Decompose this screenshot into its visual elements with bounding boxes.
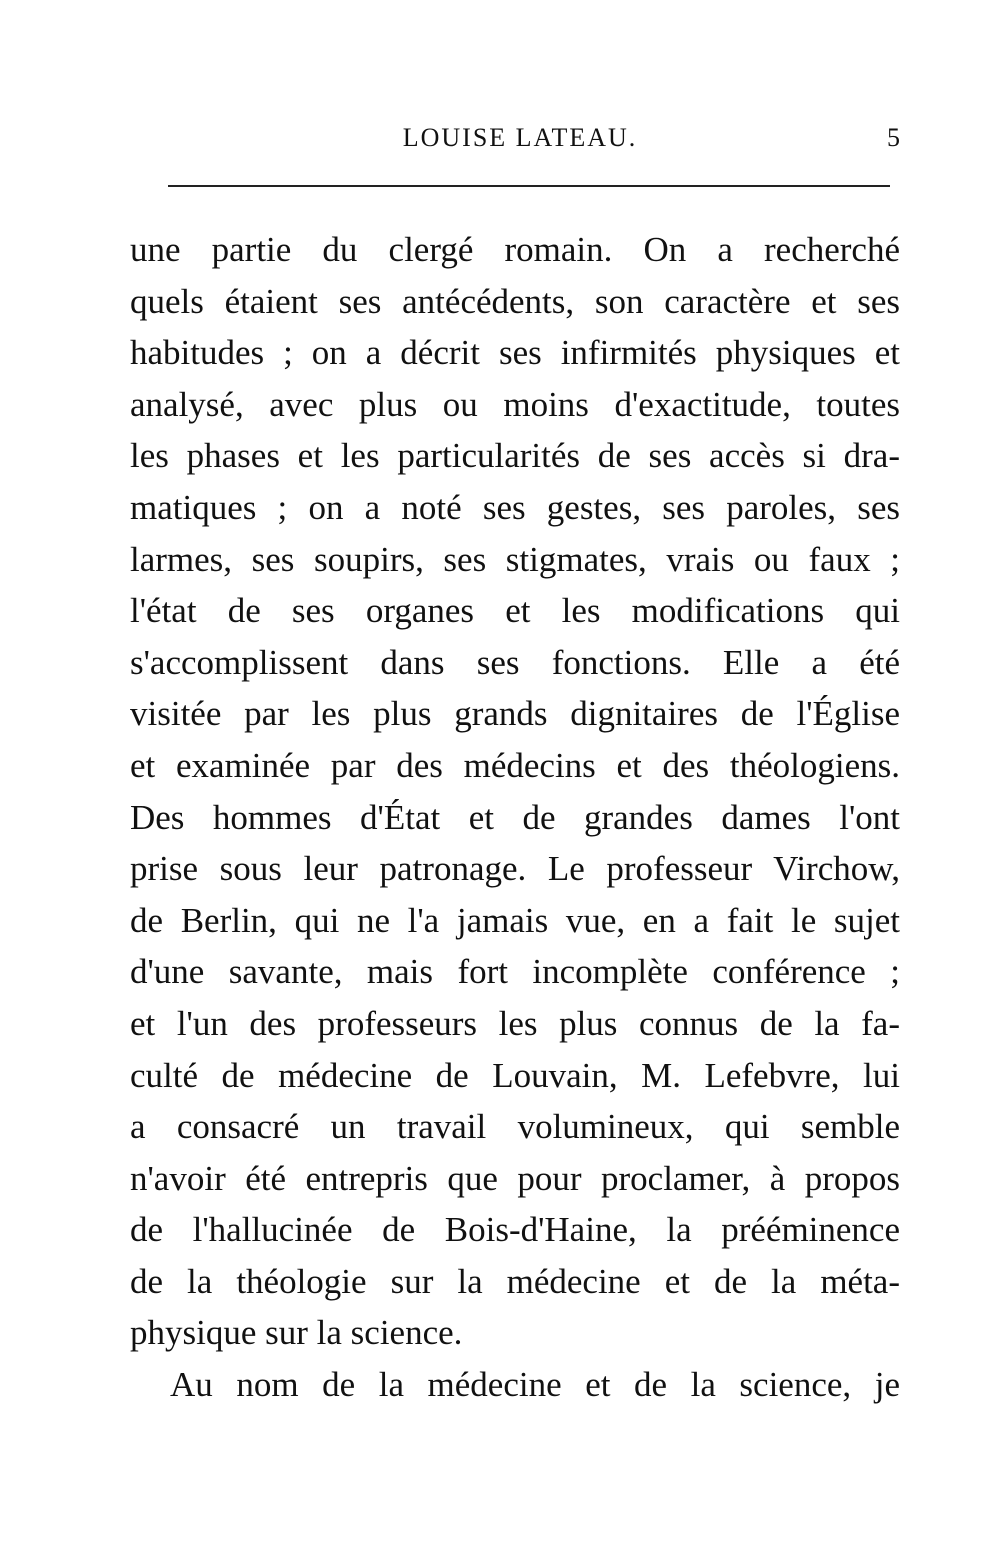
text-line: d'une savante, mais fort incomplète conférence ; (130, 952, 900, 992)
text-line: une partie du clergé romain. On a recherché (130, 230, 900, 269)
text-line: Des hommes d'État et de grandes dames l'ont (130, 797, 900, 837)
text-line: de la théologie sur la médecine et de la méta- (130, 1261, 900, 1301)
text-line: de Berlin, qui ne l'a jamais vue, en a fait le sujet (130, 900, 900, 940)
header-rule (168, 185, 890, 187)
paragraph-start-line: Au nom de la médecine et de la science, je (170, 1365, 900, 1405)
body-text (130, 224, 900, 1411)
text-line: de l'hallucinée de Bois-d'Haine, la prééminence (130, 1210, 900, 1250)
text-line: s'accomplissent dans ses fonctions. Elle a été (130, 642, 900, 682)
text-line: et examinée par des médecins et des théologiens. (130, 745, 900, 785)
text-line: analysé, avec plus ou moins d'exactitude, toutes (130, 384, 900, 424)
text-line: et l'un des professeurs les plus connus de la fa- (130, 1003, 900, 1043)
text-line: visitée par les plus grands dignitaires de l'Église (130, 694, 900, 734)
running-head (140, 118, 900, 158)
text-line: a consacré un travail volumineux, qui semble (130, 1107, 900, 1147)
running-title: LOUISE LATEAU. (402, 123, 638, 152)
paragraph-end-line: physique sur la science. (130, 1313, 463, 1353)
page-number: 5 (887, 123, 900, 152)
text-line: larmes, ses soupirs, ses stigmates, vrais ou faux ; (130, 539, 900, 579)
text-line: quels étaient ses antécédents, son caractère et ses (130, 281, 900, 321)
text-line: l'état de ses organes et les modifications qui (130, 591, 900, 631)
text-line: culté de médecine de Louvain, M. Lefebvre, lui (130, 1055, 900, 1095)
text-line: prise sous leur patronage. Le professeur Virchow, (130, 849, 900, 889)
text-line: n'avoir été entrepris que pour proclamer, à propos (130, 1158, 900, 1198)
text-line: les phases et les particularités de ses accès si dra- (130, 436, 900, 476)
text-line: matiques ; on a noté ses gestes, ses paroles, ses (130, 487, 900, 527)
text-line: habitudes ; on a décrit ses infirmités physiques et (130, 333, 900, 373)
